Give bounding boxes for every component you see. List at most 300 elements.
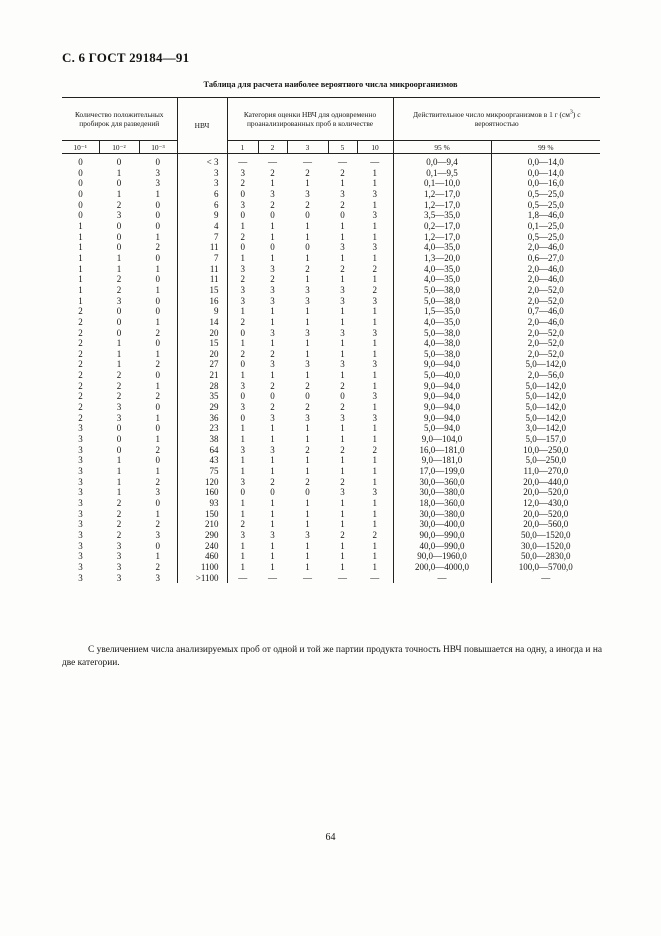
cell-dil2: 2 bbox=[116, 284, 122, 295]
cell-cat2: 1 bbox=[270, 252, 275, 263]
cell-dil1: 0 bbox=[78, 210, 83, 221]
cell-cat5: 3 bbox=[340, 188, 345, 199]
table-row bbox=[62, 210, 600, 221]
cell-p99: 30,0—1520,0 bbox=[491, 541, 600, 552]
cell-cat2: 3 bbox=[270, 412, 275, 423]
cell-cat3: 3 bbox=[305, 188, 310, 199]
header-actual-number bbox=[393, 98, 600, 141]
cell-cat10: 1 bbox=[372, 306, 378, 317]
cell-dil3: 0 bbox=[155, 199, 160, 210]
cell-p99: 5,0—142,0 bbox=[491, 413, 600, 424]
cell-dil2: 0 bbox=[116, 242, 122, 253]
cell-cat10: 1 bbox=[372, 423, 378, 434]
table-row bbox=[62, 296, 600, 307]
cell-cat10: 1 bbox=[372, 274, 378, 285]
cell-cat3: 2 bbox=[305, 476, 310, 487]
cell-cat10: 1 bbox=[372, 348, 378, 359]
cell-cat1: — bbox=[227, 154, 258, 168]
cell-dil2: 0 bbox=[116, 306, 122, 317]
cell-dil3: 1 bbox=[155, 466, 160, 477]
cell-cat3: 2 bbox=[305, 167, 310, 178]
table-row bbox=[62, 423, 600, 434]
cell-cat10: 1 bbox=[372, 316, 378, 327]
cell-dil2: 2 bbox=[116, 529, 122, 540]
cell-p99: 2,0—52,0 bbox=[491, 349, 600, 360]
cell-p95: 40,0—990,0 bbox=[393, 541, 491, 552]
cell-cat2: 2 bbox=[270, 476, 275, 487]
cell-cat1: 1 bbox=[227, 306, 258, 317]
cell-p95: 4,0—38,0 bbox=[393, 338, 491, 349]
cell-cat3: 0 bbox=[305, 242, 310, 253]
cell-cat10: 1 bbox=[372, 540, 378, 551]
table-row bbox=[62, 264, 600, 275]
cell-cat5: 1 bbox=[340, 551, 345, 562]
cell-dil2: 1 bbox=[116, 338, 122, 349]
cell-cat2: 1 bbox=[270, 338, 275, 349]
cell-nvch: 3 bbox=[177, 178, 227, 189]
cell-p95: 9,0—94,0 bbox=[393, 391, 491, 402]
cell-cat10: 1 bbox=[372, 178, 378, 189]
cell-nvch: 290 bbox=[177, 530, 227, 541]
cell-cat5: 2 bbox=[340, 380, 345, 391]
cell-p99: 2,0—52,0 bbox=[491, 328, 600, 339]
cell-p95: 18,0—360,0 bbox=[393, 498, 491, 509]
cell-dil1: 1 bbox=[78, 274, 83, 285]
cell-cat1: 1 bbox=[227, 455, 258, 466]
cell-p95: 1,3—20,0 bbox=[393, 253, 491, 264]
cell-cat2: 2 bbox=[270, 167, 275, 178]
cell-cat10: 1 bbox=[372, 455, 378, 466]
cell-dil2: 0 bbox=[116, 423, 122, 434]
table-row bbox=[62, 402, 600, 413]
cell-cat2: 0 bbox=[270, 487, 275, 498]
cell-dil1: 3 bbox=[78, 466, 83, 477]
cell-cat1: 3 bbox=[227, 445, 258, 456]
table-row bbox=[62, 530, 600, 541]
cell-nvch: 20 bbox=[177, 328, 227, 339]
cell-dil2: 0 bbox=[116, 444, 122, 455]
table-row bbox=[62, 178, 600, 189]
cell-p99: 2,0—46,0 bbox=[491, 242, 600, 253]
cell-nvch: 43 bbox=[177, 455, 227, 466]
cell-p99: 5,0—142,0 bbox=[491, 381, 600, 392]
cell-cat3: 0 bbox=[305, 391, 310, 402]
cell-cat1: 3 bbox=[227, 402, 258, 413]
table-row bbox=[62, 477, 600, 488]
cell-cat5: 1 bbox=[340, 508, 345, 519]
cell-dil2: 0 bbox=[116, 157, 122, 167]
cell-dil2: 0 bbox=[116, 327, 122, 338]
cell-p95: 30,0—400,0 bbox=[393, 519, 491, 530]
cell-p99: 0,5—25,0 bbox=[491, 232, 600, 243]
cell-cat2: 3 bbox=[270, 359, 275, 370]
table-row bbox=[62, 232, 600, 243]
cell-dil3: 1 bbox=[155, 316, 160, 327]
cell-p99: 0,7—46,0 bbox=[491, 306, 600, 317]
cell-cat2: 3 bbox=[270, 327, 275, 338]
cell-cat3: 1 bbox=[305, 551, 310, 562]
cell-cat5: 3 bbox=[340, 284, 345, 295]
cell-cat2: 3 bbox=[270, 444, 275, 455]
cell-cat3: 2 bbox=[305, 402, 310, 413]
cell-cat5: 2 bbox=[340, 402, 345, 413]
cell-dil1: 0 bbox=[78, 188, 83, 199]
cell-dil1: 0 bbox=[78, 199, 83, 210]
cell-dil1: 3 bbox=[78, 508, 83, 519]
cell-cat10: 1 bbox=[372, 498, 378, 508]
cell-dil1: 1 bbox=[78, 242, 83, 253]
cell-dil2: 1 bbox=[116, 348, 122, 359]
cell-p95: 16,0—181,0 bbox=[393, 445, 491, 456]
cell-p99: 2,0—52,0 bbox=[491, 296, 600, 307]
cell-cat3: 1 bbox=[305, 434, 310, 445]
cell-cat2: 1 bbox=[270, 220, 275, 231]
cell-cat1: 1 bbox=[227, 338, 258, 349]
cell-p95: 5,0—40,0 bbox=[393, 370, 491, 381]
cell-dil1: 2 bbox=[78, 327, 83, 338]
cell-cat1: 0 bbox=[227, 328, 258, 339]
table-row bbox=[62, 413, 600, 424]
cell-p95: 90,0—990,0 bbox=[393, 530, 491, 541]
cell-cat1: 3 bbox=[227, 285, 258, 296]
table-body bbox=[62, 154, 600, 584]
header-dilution-3: 10⁻³ bbox=[139, 141, 177, 154]
cell-nvch: 28 bbox=[177, 381, 227, 392]
cell-p95: 200,0—4000,0 bbox=[393, 562, 491, 573]
cell-cat5: 2 bbox=[340, 529, 345, 540]
cell-cat3: 1 bbox=[305, 252, 310, 263]
cell-cat5: 1 bbox=[340, 316, 345, 327]
table-row bbox=[62, 154, 600, 168]
cell-nvch: 7 bbox=[177, 232, 227, 243]
cell-cat10: 3 bbox=[372, 188, 378, 199]
cell-p95: 9,0—94,0 bbox=[393, 413, 491, 424]
cell-dil3: 0 bbox=[155, 220, 160, 231]
cell-p95: 5,0—38,0 bbox=[393, 328, 491, 339]
cell-cat3: 1 bbox=[305, 274, 310, 285]
cell-cat2: 3 bbox=[270, 529, 275, 540]
cell-dil3: 1 bbox=[155, 231, 160, 242]
cell-cat5: 1 bbox=[340, 455, 345, 466]
cell-p99: 11,0—270,0 bbox=[491, 466, 600, 477]
table-row bbox=[62, 445, 600, 456]
cell-nvch: 6 bbox=[177, 189, 227, 200]
cell-dil1: 3 bbox=[78, 572, 83, 583]
cell-p99: 12,0—430,0 bbox=[491, 498, 600, 509]
cell-dil2: 1 bbox=[116, 359, 122, 370]
cell-nvch: 6 bbox=[177, 200, 227, 211]
cell-p95: 1,2—17,0 bbox=[393, 232, 491, 243]
cell-cat1: 2 bbox=[227, 317, 258, 328]
cell-cat1: 3 bbox=[227, 296, 258, 307]
cell-p95: 5,0—94,0 bbox=[393, 423, 491, 434]
cell-dil3: 1 bbox=[155, 284, 160, 295]
cell-p99: 2,0—46,0 bbox=[491, 317, 600, 328]
cell-cat10: 2 bbox=[372, 529, 378, 540]
cell-p95: — bbox=[393, 573, 491, 584]
cell-cat3: — bbox=[303, 157, 312, 167]
cell-dil2: 0 bbox=[116, 434, 122, 445]
cell-cat1: 1 bbox=[227, 509, 258, 520]
cell-cat3: 1 bbox=[305, 370, 310, 381]
cell-dil3: 2 bbox=[155, 476, 160, 487]
cell-cat3: 1 bbox=[305, 466, 310, 477]
cell-dil1: 3 bbox=[78, 540, 83, 551]
cell-dil1: 2 bbox=[78, 380, 83, 391]
cell-cat1: 2 bbox=[227, 178, 258, 189]
cell-cat3: 1 bbox=[305, 519, 310, 530]
cell-dil1: 2 bbox=[78, 348, 83, 359]
cell-dil3: 3 bbox=[155, 178, 160, 189]
cell-cat10: 3 bbox=[372, 242, 378, 253]
cell-dil3: 2 bbox=[155, 519, 160, 530]
cell-cat5: 0 bbox=[340, 391, 345, 402]
cell-nvch: 93 bbox=[177, 498, 227, 509]
table-title: Таблица для расчета наиболее вероятного числа микроорганизмов bbox=[203, 80, 458, 89]
cell-dil3: 1 bbox=[155, 380, 160, 391]
cell-cat2: 0 bbox=[270, 210, 275, 221]
header-actual-prefix: Действительное число микроорганизмов в 1 г (см bbox=[413, 110, 570, 119]
cell-p99: 0,0—14,0 bbox=[491, 168, 600, 179]
cell-cat3: 1 bbox=[305, 316, 310, 327]
table-row bbox=[62, 306, 600, 317]
cell-dil1: 0 bbox=[78, 167, 83, 178]
cell-dil3: 2 bbox=[155, 561, 160, 572]
table-row bbox=[62, 434, 600, 445]
cell-nvch: 14 bbox=[177, 317, 227, 328]
table-row bbox=[62, 285, 600, 296]
cell-cat1: 3 bbox=[227, 168, 258, 179]
cell-dil2: 2 bbox=[116, 274, 122, 285]
cell-p99: 20,0—560,0 bbox=[491, 519, 600, 530]
cell-cat1: 1 bbox=[227, 370, 258, 381]
cell-dil3: 2 bbox=[155, 359, 160, 370]
cell-dil1: 1 bbox=[78, 295, 83, 306]
cell-cat3: 2 bbox=[305, 444, 310, 455]
cell-cat10: — bbox=[370, 157, 380, 167]
cell-cat10: 1 bbox=[372, 561, 378, 572]
cell-cat2: — bbox=[268, 572, 277, 583]
cell-dil3: 2 bbox=[155, 242, 160, 253]
cell-cat1: 2 bbox=[227, 274, 258, 285]
cell-cat5: — bbox=[338, 572, 347, 583]
cell-cat10: 1 bbox=[372, 199, 378, 210]
cell-cat1: 1 bbox=[227, 541, 258, 552]
cell-cat1: 0 bbox=[227, 359, 258, 370]
cell-cat5: 1 bbox=[340, 338, 345, 349]
cell-cat3: 3 bbox=[305, 284, 310, 295]
cell-cat5: 1 bbox=[340, 434, 345, 445]
cell-cat1: — bbox=[227, 573, 258, 584]
cell-cat2: 1 bbox=[270, 455, 275, 466]
cell-dil3: 1 bbox=[155, 508, 160, 519]
cell-dil2: 3 bbox=[116, 572, 122, 583]
cell-p95: 9,0—94,0 bbox=[393, 402, 491, 413]
cell-nvch: 75 bbox=[177, 466, 227, 477]
table-row bbox=[62, 221, 600, 232]
cell-cat2: 0 bbox=[270, 242, 275, 253]
cell-dil1: 3 bbox=[78, 444, 83, 455]
cell-dil2: 2 bbox=[116, 391, 122, 402]
cell-cat5: 3 bbox=[340, 295, 345, 306]
cell-dil1: 2 bbox=[78, 359, 83, 370]
cell-nvch: 240 bbox=[177, 541, 227, 552]
cell-cat5: 1 bbox=[340, 466, 345, 477]
cell-dil3: 1 bbox=[155, 263, 160, 274]
header-samples-3: 3 bbox=[287, 141, 328, 154]
cell-nvch: 11 bbox=[177, 264, 227, 275]
cell-cat10: 3 bbox=[372, 487, 378, 498]
cell-dil2: 2 bbox=[116, 519, 122, 530]
cell-cat1: 3 bbox=[227, 477, 258, 488]
cell-cat10: 2 bbox=[372, 284, 378, 295]
header-category: Категория оценки НВЧ для одновременно проанализированных проб в количестве bbox=[227, 98, 393, 141]
cell-p99: 0,5—25,0 bbox=[491, 200, 600, 211]
cell-dil3: 0 bbox=[155, 540, 160, 551]
cell-cat2: 0 bbox=[270, 391, 275, 402]
cell-dil2: 0 bbox=[116, 220, 122, 231]
cell-cat3: 1 bbox=[305, 306, 310, 317]
cell-cat10: 1 bbox=[372, 231, 378, 242]
cell-cat3: 0 bbox=[305, 487, 310, 498]
cell-p95: 0,1—9,5 bbox=[393, 168, 491, 179]
cell-dil2: 1 bbox=[116, 263, 122, 274]
cell-dil2: 1 bbox=[116, 455, 122, 466]
table-row bbox=[62, 189, 600, 200]
cell-cat1: 1 bbox=[227, 551, 258, 562]
table-row bbox=[62, 487, 600, 498]
cell-dil2: 2 bbox=[116, 380, 122, 391]
cell-dil3: 1 bbox=[155, 188, 160, 199]
cell-dil1: 1 bbox=[78, 220, 83, 231]
table-row bbox=[62, 349, 600, 360]
cell-dil2: 0 bbox=[116, 231, 122, 242]
cell-dil1: 3 bbox=[78, 434, 83, 445]
cell-p99: 2,0—56,0 bbox=[491, 370, 600, 381]
cell-dil3: 1 bbox=[155, 412, 160, 423]
cell-dil3: 1 bbox=[155, 551, 160, 562]
cell-cat5: 1 bbox=[340, 519, 345, 530]
cell-cat2: 1 bbox=[270, 423, 275, 434]
mpn-table bbox=[62, 97, 600, 583]
cell-cat5: 1 bbox=[340, 423, 345, 434]
cell-cat2: 1 bbox=[270, 178, 275, 189]
header-actual-sup: 3 bbox=[569, 109, 573, 116]
cell-nvch: 9 bbox=[177, 306, 227, 317]
cell-dil3: 0 bbox=[155, 157, 160, 167]
cell-nvch: 38 bbox=[177, 434, 227, 445]
cell-dil1: 2 bbox=[78, 402, 83, 413]
cell-dil2: 0 bbox=[116, 178, 122, 189]
cell-cat10: 3 bbox=[372, 359, 378, 370]
cell-p99: 2,0—52,0 bbox=[491, 285, 600, 296]
cell-dil2: 3 bbox=[116, 210, 122, 221]
cell-cat2: 3 bbox=[270, 263, 275, 274]
cell-cat3: 1 bbox=[305, 455, 310, 466]
cell-cat5: 2 bbox=[340, 444, 345, 455]
cell-dil2: 3 bbox=[116, 402, 122, 413]
cell-dil2: 2 bbox=[116, 370, 122, 381]
cell-cat5: 3 bbox=[340, 359, 345, 370]
cell-dil1: 2 bbox=[78, 316, 83, 327]
table-row bbox=[62, 498, 600, 509]
header-dilution-2: 10⁻² bbox=[99, 141, 139, 154]
cell-cat5: 1 bbox=[340, 306, 345, 317]
cell-nvch: 23 bbox=[177, 423, 227, 434]
cell-p99: 0,5—25,0 bbox=[491, 189, 600, 200]
cell-nvch: 120 bbox=[177, 477, 227, 488]
cell-p99: 5,0—142,0 bbox=[491, 391, 600, 402]
cell-dil3: 0 bbox=[155, 295, 160, 306]
cell-p99: 0,6—27,0 bbox=[491, 253, 600, 264]
cell-dil1: 2 bbox=[78, 391, 83, 402]
cell-p99: 0,0—16,0 bbox=[491, 178, 600, 189]
cell-cat5: 3 bbox=[340, 412, 345, 423]
cell-cat2: 2 bbox=[270, 199, 275, 210]
table-row bbox=[62, 541, 600, 552]
cell-p95: 9,0—94,0 bbox=[393, 359, 491, 370]
header-samples-1: 1 bbox=[227, 141, 258, 154]
cell-cat10: 1 bbox=[372, 434, 378, 445]
cell-nvch: 20 bbox=[177, 349, 227, 360]
header-samples-2: 2 bbox=[258, 141, 287, 154]
cell-cat1: 1 bbox=[227, 253, 258, 264]
table-row bbox=[62, 274, 600, 285]
header-prob-99: 99 % bbox=[491, 141, 600, 154]
cell-cat3: 3 bbox=[305, 412, 310, 423]
cell-cat10: 3 bbox=[372, 327, 378, 338]
cell-cat5: 1 bbox=[340, 348, 345, 359]
cell-nvch: 15 bbox=[177, 285, 227, 296]
cell-cat2: 1 bbox=[270, 551, 275, 562]
cell-dil2: 1 bbox=[116, 167, 122, 178]
cell-dil2: 2 bbox=[116, 508, 122, 519]
cell-cat2: 3 bbox=[270, 284, 275, 295]
cell-cat3: — bbox=[303, 572, 312, 583]
cell-dil1: 3 bbox=[78, 519, 83, 530]
cell-cat3: 3 bbox=[305, 529, 310, 540]
cell-cat1: 0 bbox=[227, 487, 258, 498]
cell-cat3: 0 bbox=[305, 210, 310, 221]
cell-cat3: 1 bbox=[305, 540, 310, 551]
cell-cat10: 1 bbox=[372, 380, 378, 391]
cell-dil1: 0 bbox=[78, 157, 83, 167]
table-row bbox=[62, 562, 600, 573]
cell-cat10: 3 bbox=[372, 412, 378, 423]
cell-cat2: 2 bbox=[270, 380, 275, 391]
cell-cat10: 1 bbox=[372, 252, 378, 263]
cell-dil1: 2 bbox=[78, 338, 83, 349]
cell-dil1: 2 bbox=[78, 412, 83, 423]
cell-nvch: 460 bbox=[177, 551, 227, 562]
cell-nvch: >1100 bbox=[177, 573, 227, 584]
cell-cat10: 1 bbox=[372, 220, 378, 231]
cell-dil1: 3 bbox=[78, 455, 83, 466]
cell-cat3: 1 bbox=[305, 338, 310, 349]
cell-cat3: 1 bbox=[305, 231, 310, 242]
cell-p99: — bbox=[491, 573, 600, 584]
table-row bbox=[62, 573, 600, 584]
cell-cat2: 2 bbox=[270, 402, 275, 413]
cell-cat3: 1 bbox=[305, 561, 310, 572]
cell-dil3: 0 bbox=[155, 274, 160, 285]
cell-cat3: 3 bbox=[305, 295, 310, 306]
cell-cat2: 1 bbox=[270, 540, 275, 551]
cell-cat3: 1 bbox=[305, 348, 310, 359]
cell-cat2: 1 bbox=[270, 561, 275, 572]
cell-p95: 4,0—35,0 bbox=[393, 274, 491, 285]
cell-cat10: 1 bbox=[372, 370, 378, 381]
